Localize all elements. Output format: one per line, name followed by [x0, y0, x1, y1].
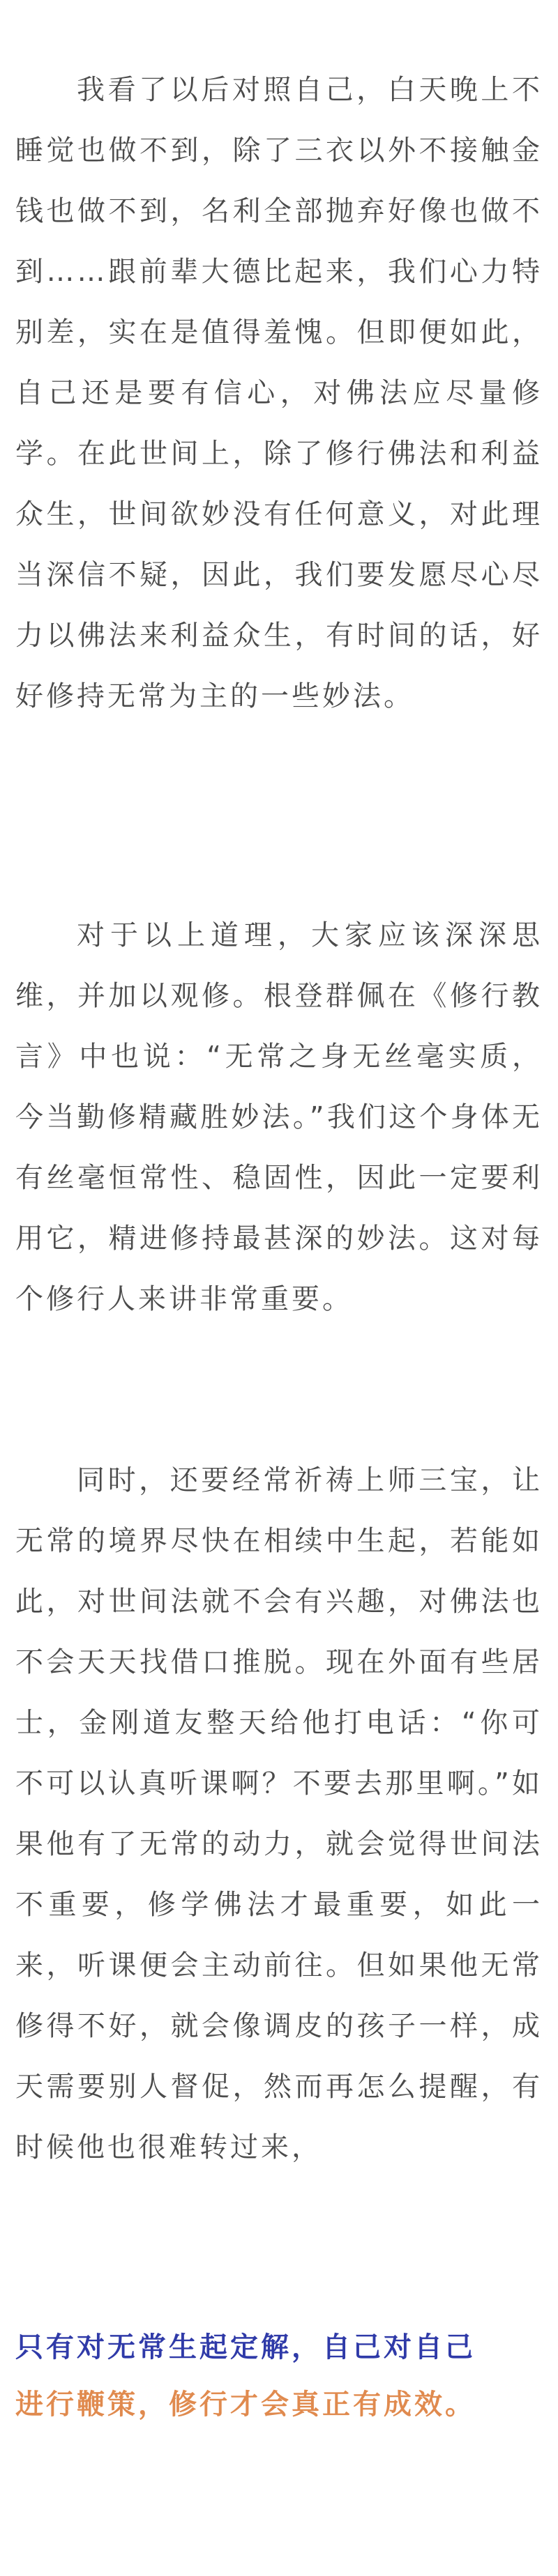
- paragraph-3: 同时，还要经常祈祷上师三宝，让无常的境界尽快在相续中生起，若能如此，对世间法就不会有兴趣，对佛法也不会天天找借口推脱。现在外面有些居士，金刚道友整天给他打电话：“你可不可以认真听课啊？不要去那里啊。”如果他有了无常的动力，就会觉得世间法不重要，修学佛法才最重要，如此一来，听课便会主动前往。但如果他无常修得不好，就会像调皮的孩子一样，成天需要别人督促，然而再怎么提醒，有时候他也很难转过来，: [15, 1464, 543, 2163]
- highlight-line-2: 进行鞭策，修行才会真正有成效。: [15, 2389, 476, 2421]
- paragraph-2: 对于以上道理，大家应该深深思维，并加以观修。根登群佩在《修行教言》中也说：“无常之身无丝毫实质，今当勤修精藏胜妙法。”我们这个身体无有丝毫恒常性、稳固性，因此一定要利用它，精进修持最甚深的妙法。这对每个修行人来讲非常重要。: [15, 919, 543, 1315]
- highlight-line-1: 只有对无常生起定解，自己对自己: [15, 2331, 476, 2363]
- highlight-quote: [15, 2319, 543, 2433]
- paragraph-1: 我看了以后对照自己，白天晚上不睡觉也做不到，除了三衣以外不接触金钱也做不到，名利全部抛弃好像也做不到……跟前辈大德比起来，我们心力特别差，实在是值得羞愧。但即便如此，自己还是要有信心，对佛法应尽量修学。在此世间上，除了修行佛法和利益众生，世间欲妙没有任何意义，对此理当深信不疑，因此，我们要发愿尽心尽力以佛法来利益众生，有时间的话，好好修持无常为主的一些妙法。: [15, 74, 543, 712]
